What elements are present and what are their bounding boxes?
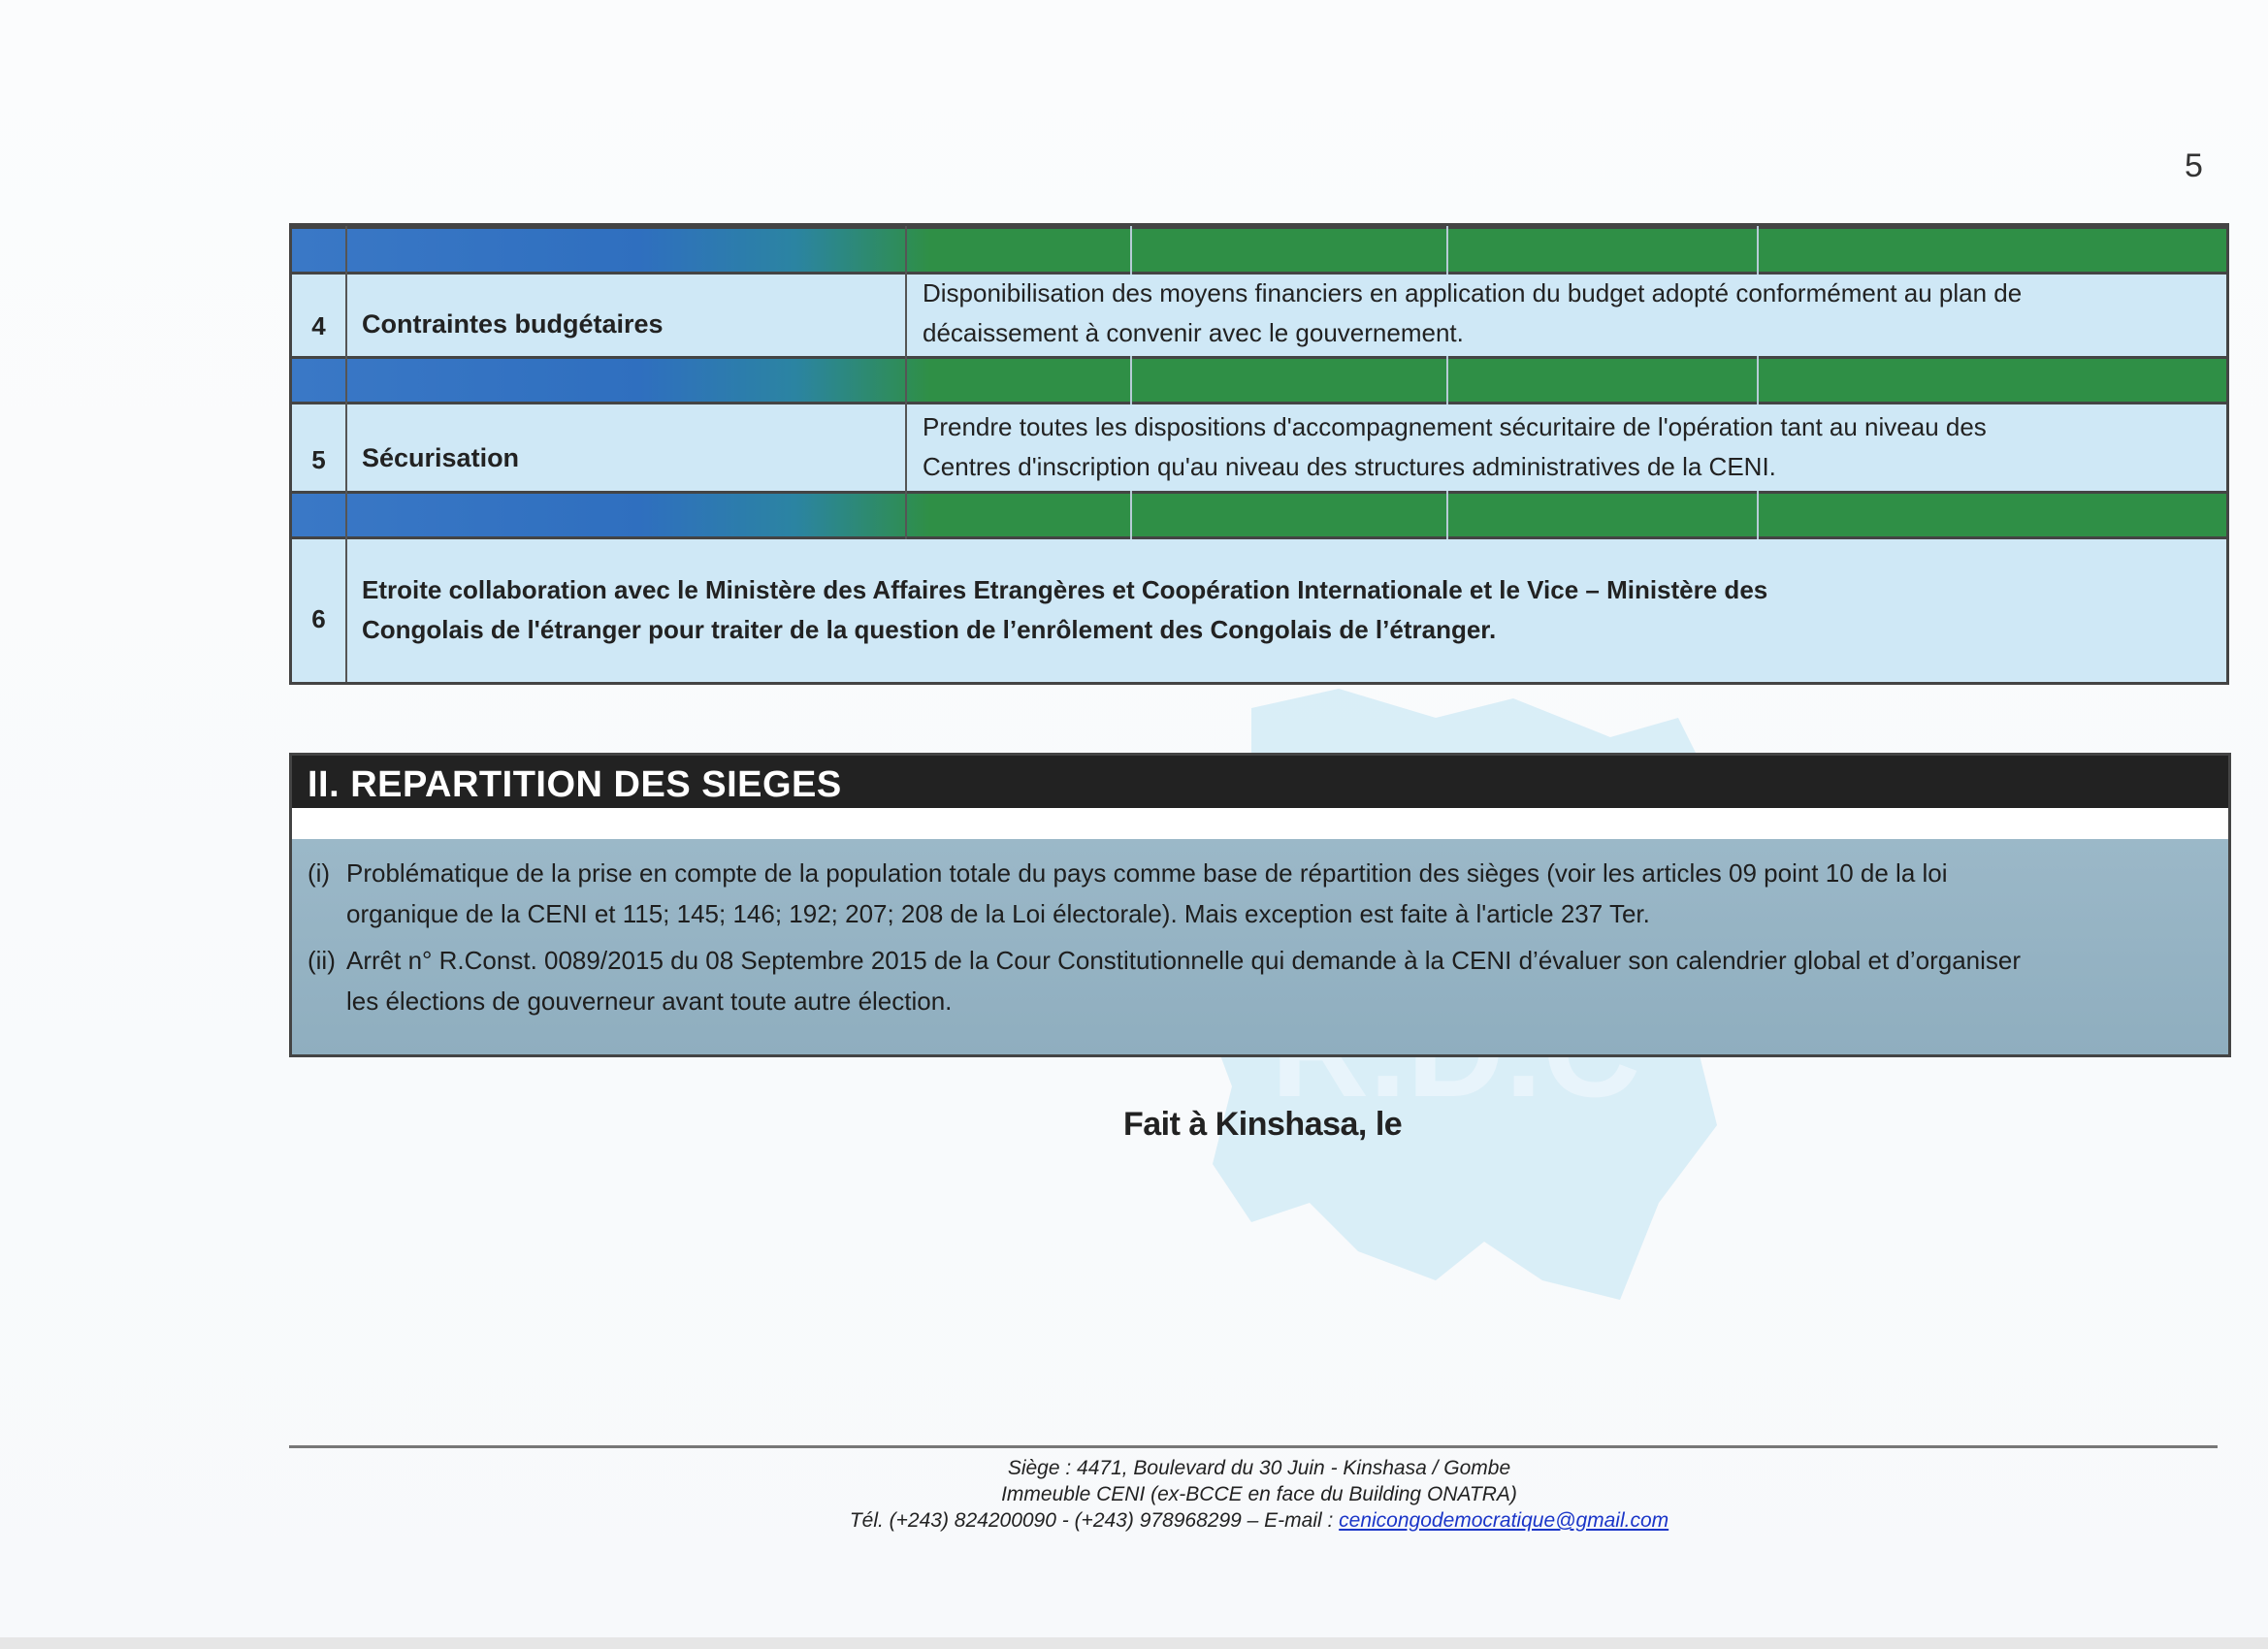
row-description: [923, 274, 2213, 353]
column-divider: [905, 226, 907, 539]
column-divider: [1130, 491, 1132, 539]
footer: [289, 1455, 2229, 1534]
row-number: 4: [311, 311, 326, 340]
column-divider: [1757, 491, 1759, 539]
row-number: 6: [311, 604, 326, 633]
measures-table: [289, 223, 2229, 685]
section-repartition-sieges: [289, 753, 2231, 1057]
list-item-text: organique de la CENI et 115; 145; 146; 192; 207; 208 de la Loi électorale). Mais exception est faite à l'article 237 Ter.: [346, 899, 1650, 928]
list-item: [308, 853, 2209, 934]
section-header: [292, 756, 2228, 808]
column-divider: [1446, 491, 1448, 539]
row-label: Sécurisation: [362, 443, 520, 472]
list-item: [308, 940, 2209, 1021]
column-divider: [1757, 356, 1759, 404]
description-line: Prendre toutes les dispositions d'accompagnement sécuritaire de l'opération tant au niveau des: [923, 412, 1987, 441]
description-line: Centres d'inscription qu'au niveau des structures administratives de la CENI.: [923, 452, 1776, 481]
table-separator-band: [292, 491, 2226, 539]
scan-edge: [0, 1637, 2268, 1649]
row-description: [362, 570, 2186, 650]
column-divider: [1446, 226, 1448, 275]
column-divider: [345, 226, 347, 682]
description-line: Congolais de l'étranger pour traiter de la question de l’enrôlement des Congolais de l’étranger.: [362, 615, 1497, 644]
row-description: [923, 407, 2213, 487]
description-line: Etroite collaboration avec le Ministère des Affaires Etrangères et Coopération Internationale et le Vice – Ministère des: [362, 575, 1768, 604]
page-number: 5: [2185, 147, 2203, 184]
row-number: 5: [311, 445, 326, 474]
column-divider: [1446, 356, 1448, 404]
table-header-band: [292, 226, 2226, 275]
column-divider: [1130, 226, 1132, 275]
section-title: II. REPARTITION DES SIEGES: [308, 764, 842, 805]
signoff: Fait à Kinshasa, le: [1123, 1106, 1403, 1143]
list-item-text: Arrêt n° R.Const. 0089/2015 du 08 Septembre 2015 de la Cour Constitutionnelle qui demande à la CENI d’évaluer son calendrier global et d’organiser: [346, 946, 2022, 975]
footer-address: Siège : 4471, Boulevard du 30 Juin - Kinshasa / Gombe: [1007, 1457, 1511, 1479]
list-item-text: Problématique de la prise en compte de la population totale du pays comme base de répartition des sièges (voir les articles 09 point 10 de la loi: [346, 858, 1948, 888]
footer-contact: [289, 1507, 2229, 1534]
list-marker: (ii): [308, 946, 336, 975]
description-line: Disponibilisation des moyens financiers en application du budget adopté conformément au plan de: [923, 278, 2023, 307]
footer-building: Immeuble CENI (ex-BCCE en face du Building ONATRA): [1001, 1483, 1517, 1505]
footer-phone: Tél. (+243) 824200090 - (+243) 978968299 – E-mail :: [849, 1509, 1340, 1532]
column-divider: [1130, 356, 1132, 404]
footer-divider: [289, 1445, 2218, 1448]
footer-email-link[interactable]: cenicongodemocratique@gmail.com: [1339, 1509, 1669, 1532]
section-body: [292, 839, 2228, 1054]
column-divider: [1757, 226, 1759, 275]
list-marker: (i): [308, 858, 331, 888]
list-item-text: les élections de gouverneur avant toute autre élection.: [346, 986, 953, 1016]
row-label: Contraintes budgétaires: [362, 309, 664, 339]
description-line: décaissement à convenir avec le gouvernement.: [923, 318, 1464, 347]
table-separator-band: [292, 356, 2226, 404]
